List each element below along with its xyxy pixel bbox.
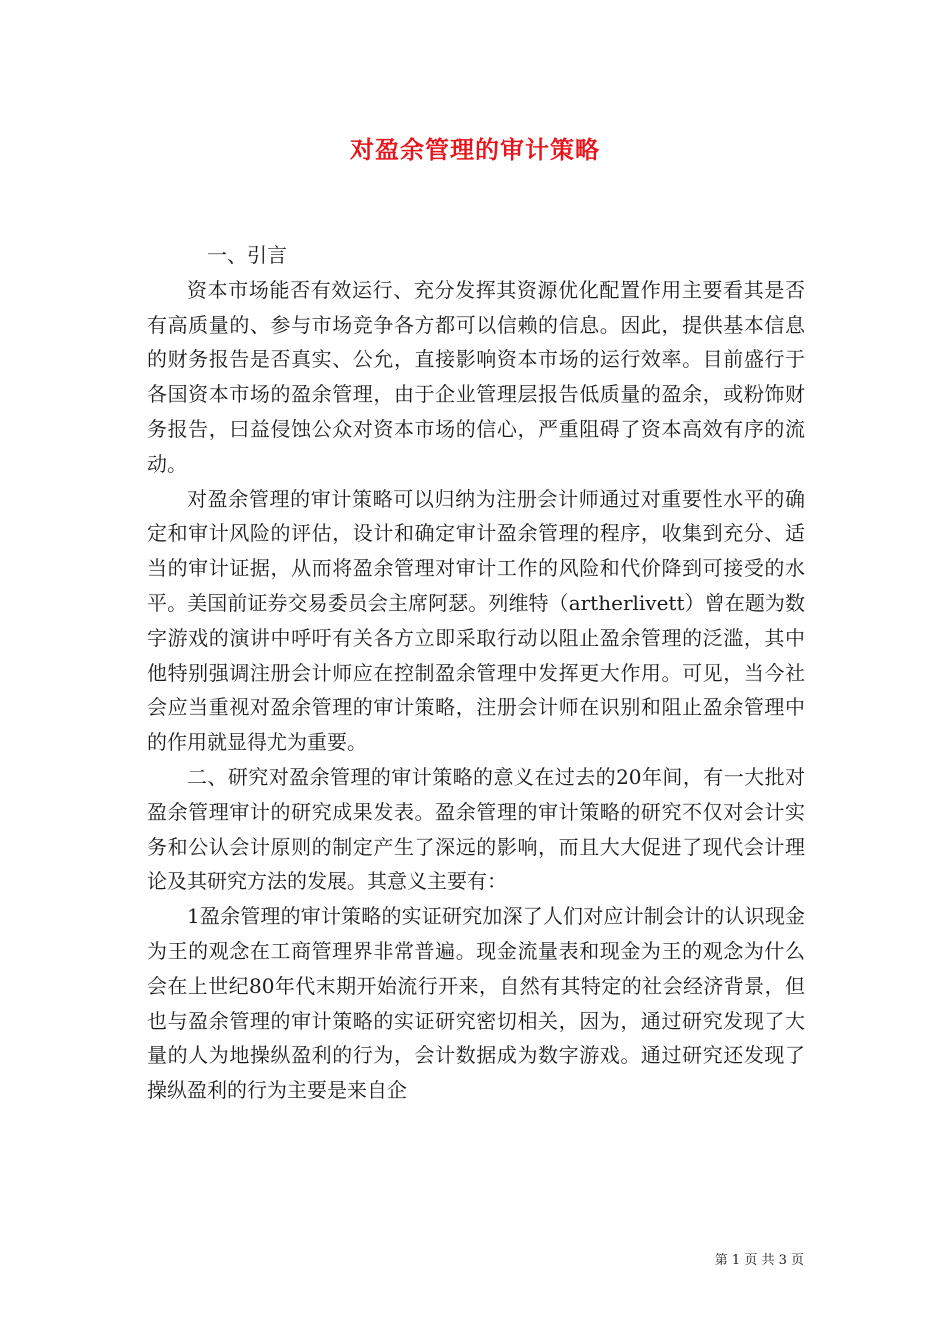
page-number: 第 1 页 共 3 页 <box>714 1253 804 1268</box>
body-paragraph: 1盈余管理的审计策略的实证研究加深了人们对应计制会计的认识现金为王的观念在工商管理界非常普遍。现金流量表和现金为王的观念为什么会在上世纪80年代末期开始流行开来，自然有其特定的社会经济背景，但也与盈余管理的审计策略的实证研究密切相关，因为，通过研究发现了大量的人为地操纵盈利的行为，会计数据成为数字游戏。通过研究还发现了操纵盈利的行为主要是来自企 <box>147 904 805 1103</box>
body-paragraph: 资本市场能否有效运行、充分发挥其资源优化配置作用主要看其是否有高质量的、参与市场竞争各方都可以信赖的信息。因此，提供基本信息的财务报告是否真实、公允，直接影响资本市场的运行效率。目前盛行于各国资本市场的盈余管理，由于企业管理层报告低质量的盈余，或粉饰财务报告，曰益侵蚀公众对资本市场的信心，严重阻碍了资本高效有序的流动。 <box>147 277 805 476</box>
body-paragraph: 二、研究对盈余管理的审计策略的意义在过去的20年间，有一大批对盈余管理审计的研究成果发表。盈余管理的审计策略的研究不仅对会计实务和公认会计原则的制定产生了深远的影响，而且大大促进了现代会计理论及其研究方法的发展。其意义主要有： <box>147 764 805 894</box>
document-title: 对盈余管理的审计策略 <box>350 136 600 164</box>
document-body <box>147 238 805 1108</box>
section-heading-intro: 一、引言 <box>207 243 287 267</box>
body-paragraph: 对盈余管理的审计策略可以归纳为注册会计师通过对重要性水平的确定和审计风险的评估，设计和确定审计盈余管理的程序，收集到充分、适当的审计证据，从而将盈余管理对审计工作的风险和代价降到可接受的水平。美国前证券交易委员会主席阿瑟。列维特（artherlivett）曾在题为数字游戏的演讲中呼吁有关各方立即采取行动以阻止盈余管理的泛滥，其中他特别强调注册会计师应在控制盈余管理中发挥更大作用。可见，当今社会应当重视对盈余管理的审计策略，注册会计师在识别和阻止盈余管理中的作用就显得尤为重要。 <box>147 486 805 755</box>
